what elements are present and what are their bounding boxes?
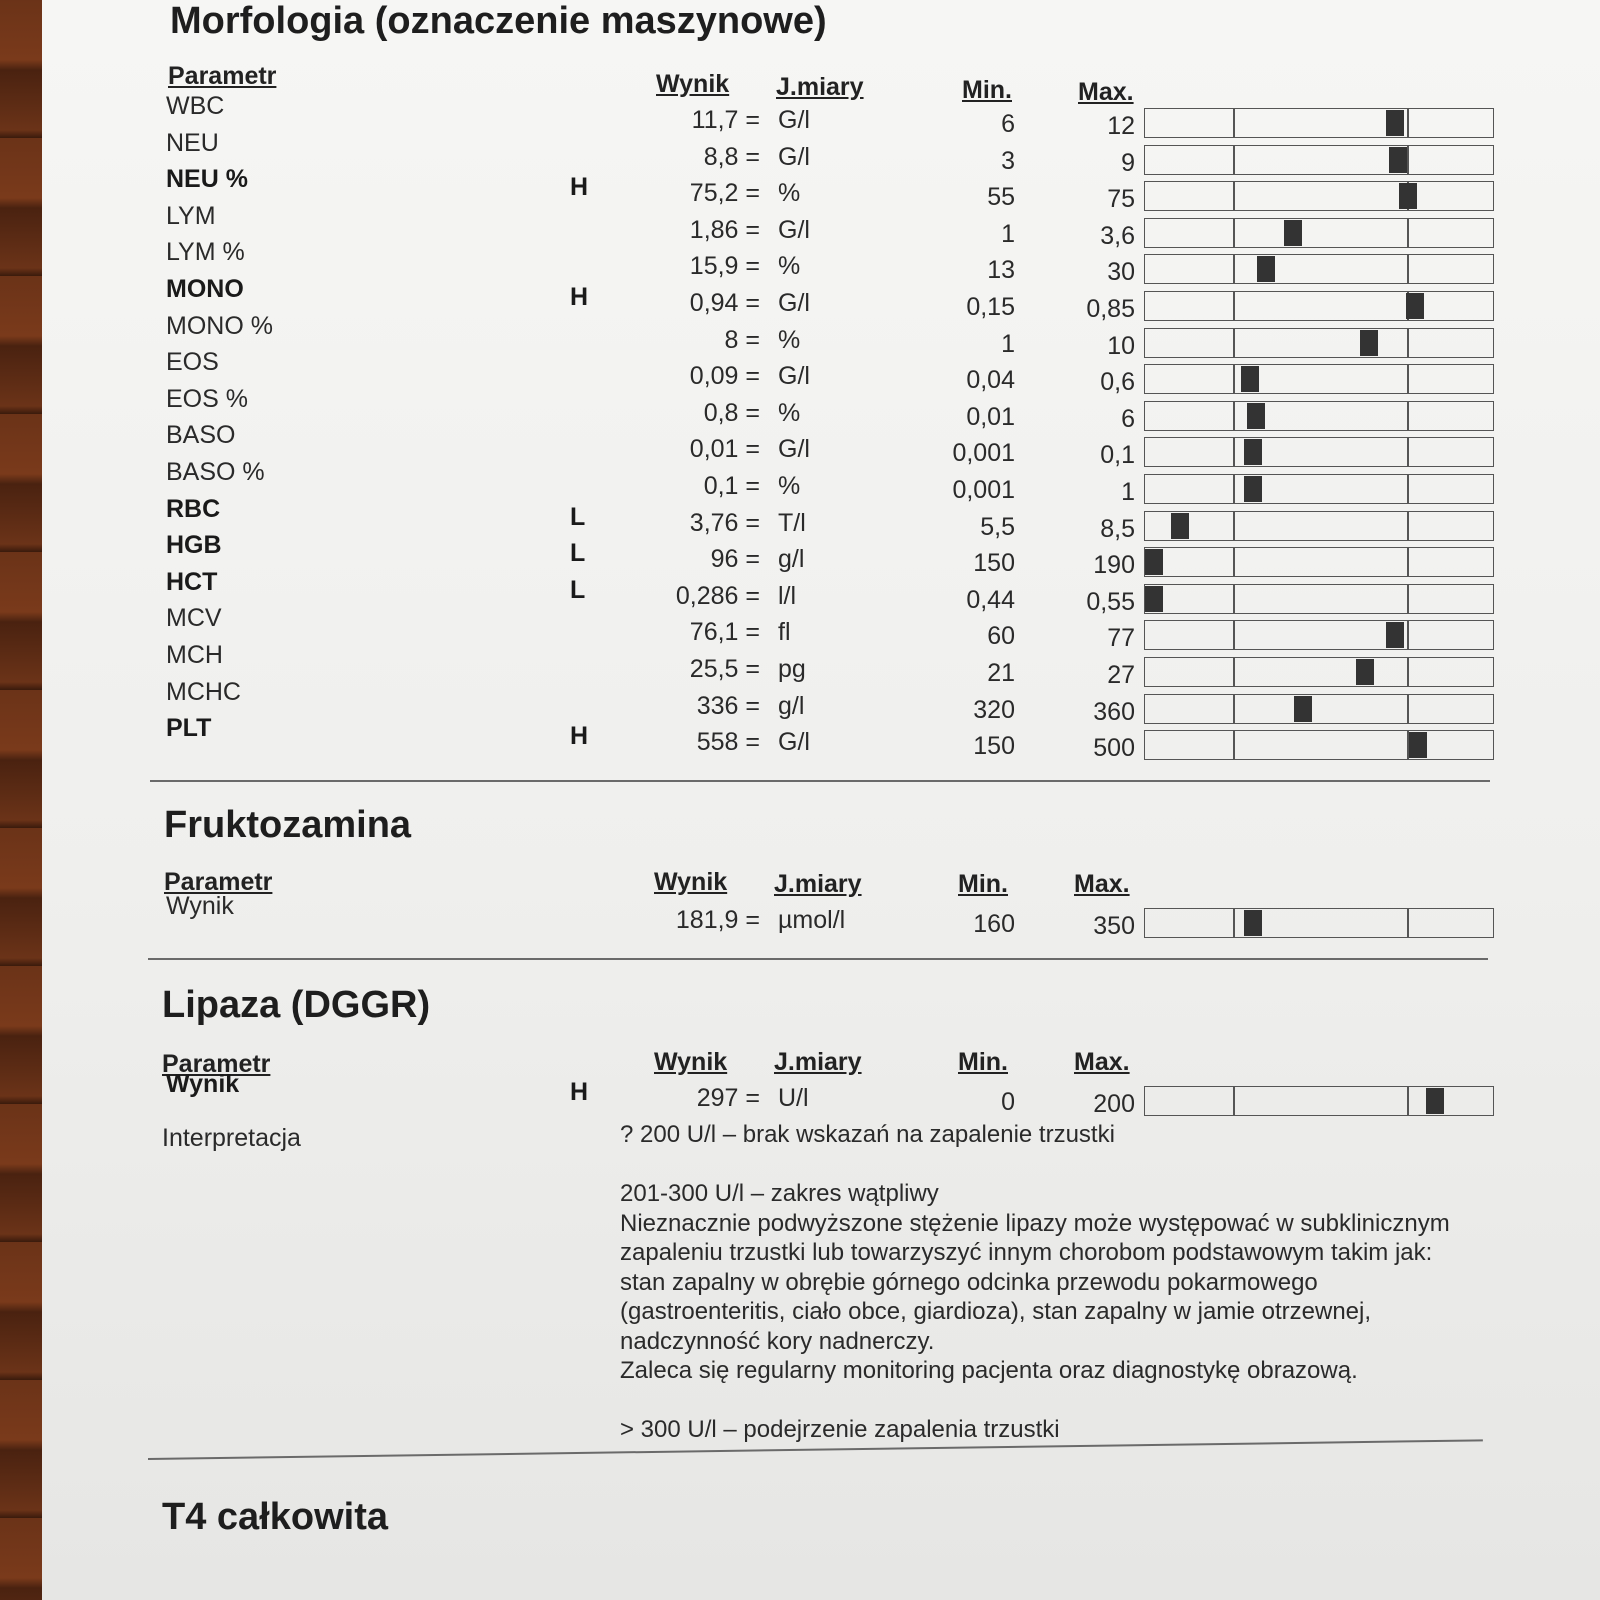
unit: %: [778, 325, 801, 354]
max-value: 30: [1107, 258, 1135, 287]
range-bar: [1144, 181, 1494, 211]
unit: G/l: [778, 728, 810, 757]
range-marker: [1386, 110, 1404, 136]
param-name: NEU: [166, 128, 219, 157]
range-max-divider: [1407, 658, 1409, 686]
interpretation-line: nadczynność kory nadnerczy.: [620, 1327, 935, 1355]
max-value: 0,6: [1100, 368, 1135, 397]
flag: H: [570, 722, 589, 751]
range-bar: [1144, 547, 1494, 577]
unit: %: [778, 472, 801, 500]
range-max-divider: [1407, 219, 1409, 247]
param-name: EOS: [166, 348, 219, 377]
result-value: 0,8 =: [703, 398, 760, 427]
range-min-divider: [1233, 146, 1235, 174]
range-marker: [1171, 513, 1189, 539]
flag: L: [570, 539, 586, 568]
param-name: PLT: [166, 714, 212, 743]
range-max-divider: [1407, 512, 1409, 540]
min-value: 160: [973, 910, 1015, 938]
result-value: 336 =: [696, 691, 760, 720]
param-name: BASO %: [166, 458, 265, 486]
unit: g/l: [778, 545, 805, 574]
range-bar: [1144, 437, 1494, 467]
param-name: MCV: [166, 604, 222, 633]
range-marker: [1426, 1088, 1444, 1114]
max-value: 360: [1093, 697, 1135, 726]
range-marker: [1399, 183, 1417, 209]
range-marker: [1356, 659, 1374, 685]
result-value: 11,7 =: [691, 106, 760, 134]
result-value: 0,09 =: [689, 362, 760, 391]
param-name: MONO: [166, 275, 244, 303]
range-max-divider: [1407, 475, 1409, 503]
min-value: 3: [1001, 146, 1015, 175]
max-value: 0,55: [1086, 587, 1135, 616]
flag: H: [570, 283, 589, 311]
result-value: 0,1 =: [703, 472, 760, 500]
range-min-divider: [1233, 475, 1235, 503]
result-value: 15,9 =: [689, 252, 760, 281]
range-min-divider: [1233, 438, 1235, 466]
min-value: 150: [973, 732, 1015, 761]
range-max-divider: [1407, 695, 1409, 723]
param-name: MCHC: [166, 677, 241, 706]
range-max-divider: [1407, 365, 1409, 393]
min-value: 0,04: [966, 366, 1015, 395]
range-max-divider: [1407, 255, 1409, 283]
section-divider: [150, 780, 1490, 782]
interpretation-line: [620, 1150, 1520, 1180]
range-bar: [1144, 401, 1494, 431]
range-min-divider: [1233, 109, 1235, 137]
range-marker: [1360, 330, 1378, 356]
col-header-param: Parametr: [162, 1050, 271, 1078]
col-header-min: Min.: [958, 1048, 1008, 1076]
range-marker: [1294, 696, 1312, 722]
range-min-divider: [1233, 695, 1235, 723]
range-min-divider: [1233, 512, 1235, 540]
section-title-t4: T4 całkowita: [162, 1496, 388, 1538]
param-name: NEU %: [166, 165, 248, 194]
interpretation-line: 201-300 U/l – zakres wątpliwy: [620, 1180, 939, 1207]
range-min-divider: [1233, 292, 1235, 320]
col-header-unit: J.miary: [774, 870, 862, 898]
col-header-param: Parametr: [164, 868, 273, 896]
max-value: 0,1: [1100, 441, 1135, 470]
unit: G/l: [778, 215, 810, 244]
col-header-max: Max.: [1074, 870, 1130, 898]
max-value: 10: [1107, 331, 1135, 360]
range-bar: [1144, 474, 1494, 504]
param-name: Wynik: [166, 892, 234, 920]
col-header-min: Min.: [962, 76, 1012, 104]
param-name: WBC: [166, 92, 225, 120]
col-header-result: Wynik: [654, 1048, 728, 1076]
range-marker: [1409, 732, 1427, 758]
range-max-divider: [1407, 1087, 1409, 1115]
range-max-divider: [1407, 548, 1409, 576]
result-value: 558 =: [696, 728, 760, 757]
param-name: Wynik: [166, 1070, 240, 1098]
range-bar: [1144, 291, 1494, 321]
range-bar: [1144, 730, 1494, 760]
range-marker: [1244, 910, 1262, 936]
range-bar: [1144, 254, 1494, 284]
unit: G/l: [778, 435, 810, 464]
range-bar: [1144, 1086, 1494, 1116]
flag: L: [570, 502, 586, 531]
range-min-divider: [1233, 909, 1235, 937]
range-bar: [1144, 511, 1494, 541]
max-value: 75: [1107, 185, 1135, 214]
result-value: 96 =: [710, 545, 760, 574]
result-value: 181,9 =: [675, 906, 760, 934]
section-title-fruktozamina: Fruktozamina: [164, 804, 412, 846]
result-value: 76,1 =: [689, 618, 760, 647]
range-bar: [1144, 218, 1494, 248]
range-bar: [1144, 620, 1494, 650]
range-marker: [1244, 476, 1262, 502]
range-min-divider: [1233, 621, 1235, 649]
min-value: 55: [987, 183, 1015, 212]
unit: pg: [778, 655, 806, 683]
range-marker: [1145, 549, 1163, 575]
max-value: 9: [1121, 148, 1135, 177]
min-value: 320: [973, 695, 1015, 724]
max-value: 12: [1107, 112, 1135, 140]
unit: µmol/l: [778, 906, 846, 934]
min-value: 0,01: [966, 402, 1015, 431]
range-max-divider: [1407, 109, 1409, 137]
interpretation-text: [620, 1120, 1520, 1445]
range-min-divider: [1233, 219, 1235, 247]
range-bar: [1144, 694, 1494, 724]
flag: H: [570, 1078, 589, 1106]
max-value: 1: [1121, 478, 1135, 506]
range-max-divider: [1407, 585, 1409, 613]
max-value: 500: [1093, 734, 1135, 763]
max-value: 350: [1093, 912, 1135, 940]
unit: g/l: [778, 691, 805, 720]
col-header-param: Parametr: [168, 62, 277, 90]
flag: H: [570, 173, 589, 202]
param-name: LYM %: [166, 238, 245, 267]
min-value: 5,5: [980, 512, 1015, 541]
col-header-unit: J.miary: [774, 1048, 862, 1076]
range-bar: [1144, 108, 1494, 138]
param-name: MONO %: [166, 311, 273, 340]
section-title-lipaza: Lipaza (DGGR): [162, 984, 431, 1026]
unit: %: [778, 179, 801, 208]
min-value: 0,15: [966, 293, 1015, 321]
min-value: 0,001: [952, 476, 1015, 504]
range-marker: [1406, 293, 1424, 319]
result-value: 25,5 =: [689, 655, 760, 683]
col-header-result: Wynik: [654, 868, 728, 896]
range-min-divider: [1233, 255, 1235, 283]
interpretation-line: zapaleniu trzustki lub towarzyszyć innym chorobom podstawowym takim jak:: [620, 1239, 1433, 1266]
range-min-divider: [1233, 182, 1235, 210]
range-bar: [1144, 145, 1494, 175]
range-bar: [1144, 364, 1494, 394]
param-name: LYM: [166, 201, 216, 230]
range-min-divider: [1233, 329, 1235, 357]
result-value: 75,2 =: [689, 179, 760, 208]
col-header-unit: J.miary: [776, 73, 864, 101]
max-value: 3,6: [1100, 221, 1135, 250]
max-value: 200: [1093, 1090, 1135, 1118]
result-value: 0,01 =: [689, 435, 760, 464]
param-name: HGB: [166, 531, 222, 560]
range-min-divider: [1233, 731, 1235, 759]
param-name: EOS %: [166, 384, 248, 413]
range-max-divider: [1407, 402, 1409, 430]
range-min-divider: [1233, 585, 1235, 613]
result-value: 0,94 =: [689, 289, 760, 317]
col-header-min: Min.: [958, 870, 1008, 898]
range-max-divider: [1407, 146, 1409, 174]
range-marker: [1257, 256, 1275, 282]
min-value: 1: [1001, 219, 1015, 248]
max-value: 77: [1107, 624, 1135, 653]
param-name: MCH: [166, 641, 223, 669]
max-value: 6: [1121, 404, 1135, 433]
unit: l/l: [778, 581, 797, 610]
range-max-divider: [1407, 621, 1409, 649]
result-value: 8,8 =: [703, 142, 760, 171]
min-value: 0,44: [966, 585, 1015, 614]
range-max-divider: [1407, 329, 1409, 357]
result-value: 297 =: [696, 1084, 760, 1112]
range-marker: [1247, 403, 1265, 429]
range-bar: [1144, 657, 1494, 687]
range-max-divider: [1407, 909, 1409, 937]
min-value: 150: [973, 549, 1015, 578]
range-marker: [1284, 220, 1302, 246]
param-name: BASO: [166, 421, 236, 450]
interpretation-line: Nieznacznie podwyższone stężenie lipazy może występować w subklinicznym: [620, 1209, 1450, 1237]
range-marker: [1389, 147, 1407, 173]
section-title-morfologia: Morfologia (oznaczenie maszynowe): [170, 0, 827, 42]
min-value: 13: [987, 256, 1015, 285]
max-value: 0,85: [1086, 295, 1135, 323]
range-bar: [1144, 908, 1494, 938]
interpretation-line: ? 200 U/l – brak wskazań na zapalenie trzustki: [620, 1121, 1115, 1148]
max-value: 27: [1107, 661, 1135, 689]
unit: %: [778, 398, 801, 427]
range-bar: [1144, 584, 1494, 614]
section-divider: [148, 958, 1488, 960]
range-max-divider: [1407, 438, 1409, 466]
min-value: 21: [987, 659, 1015, 687]
min-value: 0,001: [952, 439, 1015, 468]
unit: T/l: [778, 508, 806, 537]
unit: G/l: [778, 289, 810, 317]
unit: G/l: [778, 142, 810, 171]
range-marker: [1244, 439, 1262, 465]
interpretation-line: stan zapalny w obrębie górnego odcinka przewodu pokarmowego: [620, 1268, 1318, 1296]
range-min-divider: [1233, 548, 1235, 576]
min-value: 0: [1001, 1088, 1015, 1116]
unit: %: [778, 252, 801, 281]
range-min-divider: [1233, 402, 1235, 430]
range-marker: [1145, 586, 1163, 612]
min-value: 60: [987, 622, 1015, 651]
interpretation-line: Zaleca się regularny monitoring pacjenta oraz diagnostykę obrazową.: [620, 1357, 1358, 1384]
interpretation-line: [620, 1386, 1520, 1416]
result-value: 3,76 =: [689, 508, 760, 537]
interpretation-line: > 300 U/l – podejrzenie zapalenia trzustki: [620, 1416, 1060, 1443]
range-min-divider: [1233, 365, 1235, 393]
col-header-max: Max.: [1078, 78, 1134, 106]
col-header-max: Max.: [1074, 1048, 1130, 1076]
result-value: 0,286 =: [675, 581, 760, 610]
unit: G/l: [778, 106, 810, 134]
result-value: 1,86 =: [689, 215, 760, 244]
unit: U/l: [778, 1084, 809, 1112]
interpretation-line: (gastroenteritis, ciało obce, giardioza), stan zapalny w jamie otrzewnej,: [620, 1298, 1372, 1325]
interpretation-label: Interpretacja: [162, 1124, 301, 1152]
range-marker: [1386, 622, 1404, 648]
unit: fl: [778, 618, 791, 647]
min-value: 1: [1001, 329, 1015, 358]
unit: G/l: [778, 362, 810, 391]
range-marker: [1241, 366, 1259, 392]
col-header-result: Wynik: [656, 70, 730, 98]
range-bar: [1144, 328, 1494, 358]
max-value: 8,5: [1100, 514, 1135, 543]
max-value: 190: [1093, 551, 1135, 580]
param-name: HCT: [166, 567, 218, 596]
flag: L: [570, 575, 586, 604]
min-value: 6: [1001, 110, 1015, 138]
range-min-divider: [1233, 1087, 1235, 1115]
param-name: RBC: [166, 494, 221, 523]
range-min-divider: [1233, 658, 1235, 686]
result-value: 8 =: [724, 325, 760, 354]
